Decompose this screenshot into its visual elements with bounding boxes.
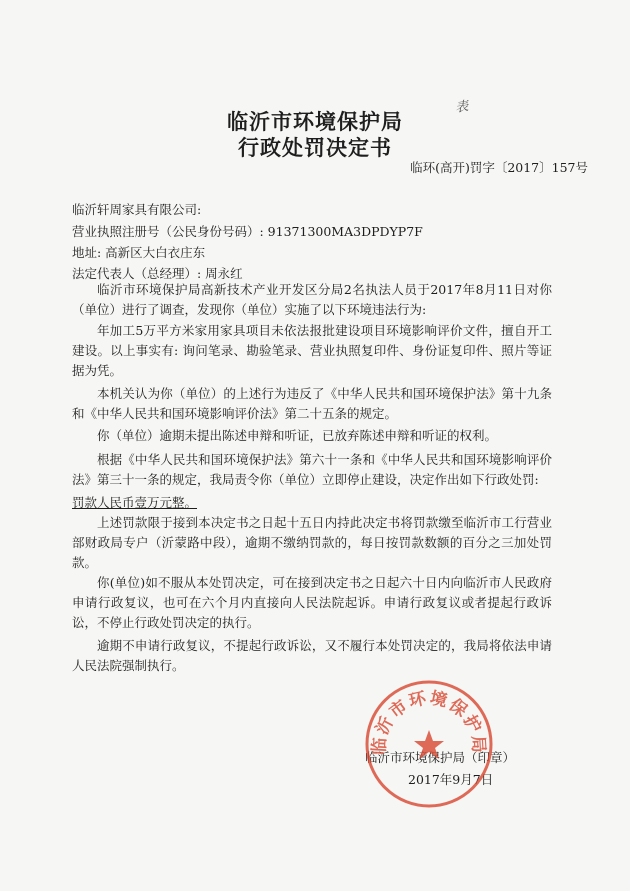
handwritten-note: 表	[454, 99, 470, 116]
paragraph-penalty-decision: 根据《中华人民共和国环境保护法》第六十一条和《中华人民共和国环境影响评价法》第三十一条的规定，我局责令你（单位）立即停止建设，决定作出如下行政处罚:	[72, 452, 552, 487]
issue-date: 2017年9月7日	[408, 772, 494, 787]
document-title: 行政处罚决定书	[238, 135, 392, 160]
seal-text: 临沂市环境保护局	[369, 688, 489, 756]
paragraph-appeal-rights: 你(单位)如不服从本处罚决定，可在接到决定书之日起六十日内向临沂市人民政府申请行政复议，也可在六个月内直接向人民法院起诉。申请行政复议或者提起行政诉讼，不停止行政处罚决定的执行。	[72, 575, 552, 630]
issuer-signature: 临沂市环境保护局（印章）	[365, 750, 516, 765]
official-seal	[363, 678, 495, 810]
party-representative: 法定代表人（总经理）: 周永红	[72, 266, 243, 281]
paragraph-hearing-waiver: 你（单位）逾期未提出陈述申辩和听证，已放弃陈述申辩和听证的权利。	[97, 428, 498, 443]
party-address: 地址: 高新区大白衣庄东	[72, 245, 206, 260]
party-name: 临沂轩周家具有限公司:	[72, 202, 202, 217]
paragraph-violation-facts: 年加工5万平方米家用家具项目未依法报批建设项目环境影响评价文件，擅自开工建设。以上事实有: 询问笔录、勘验笔录、营业执照复印件、身份证复印件、照片等证据为凭。	[72, 323, 552, 378]
document-number: 临环(高开)罚字〔2017〕157号	[410, 160, 588, 175]
party-license: 营业执照注册号（公民身份号码）: 91371300MA3DPDYP7F	[72, 224, 423, 239]
seal-star-icon	[414, 730, 444, 759]
paragraph-legal-basis: 本机关认为你（单位）的上述行为违反了《中华人民共和国环境保护法》第十九条和《中华人民共和国环境影响评价法》第二十五条的规定。	[72, 386, 552, 421]
paragraph-investigation: 临沂市环境保护局高新技术产业开发区分局2名执法人员于2017年8月11日对你（单位）进行了调查，发现你（单位）实施了以下环境违法行为:	[72, 282, 552, 317]
paragraph-enforcement: 逾期不申请行政复议，不提起行政诉讼，又不履行本处罚决定的，我局将依法申请人民法院强制执行。	[72, 638, 552, 673]
penalty-amount: 罚款人民币壹万元整。	[72, 495, 198, 510]
paragraph-payment-terms: 上述罚款限于接到本决定书之日起十五日内持此决定书将罚款缴至临沂市工行营业部财政局专户（沂蒙路中段），逾期不缴纳罚款的，每日按罚款数额的百分之三加处罚款。	[72, 515, 552, 570]
issuer-title: 临沂市环境保护局	[227, 109, 403, 134]
